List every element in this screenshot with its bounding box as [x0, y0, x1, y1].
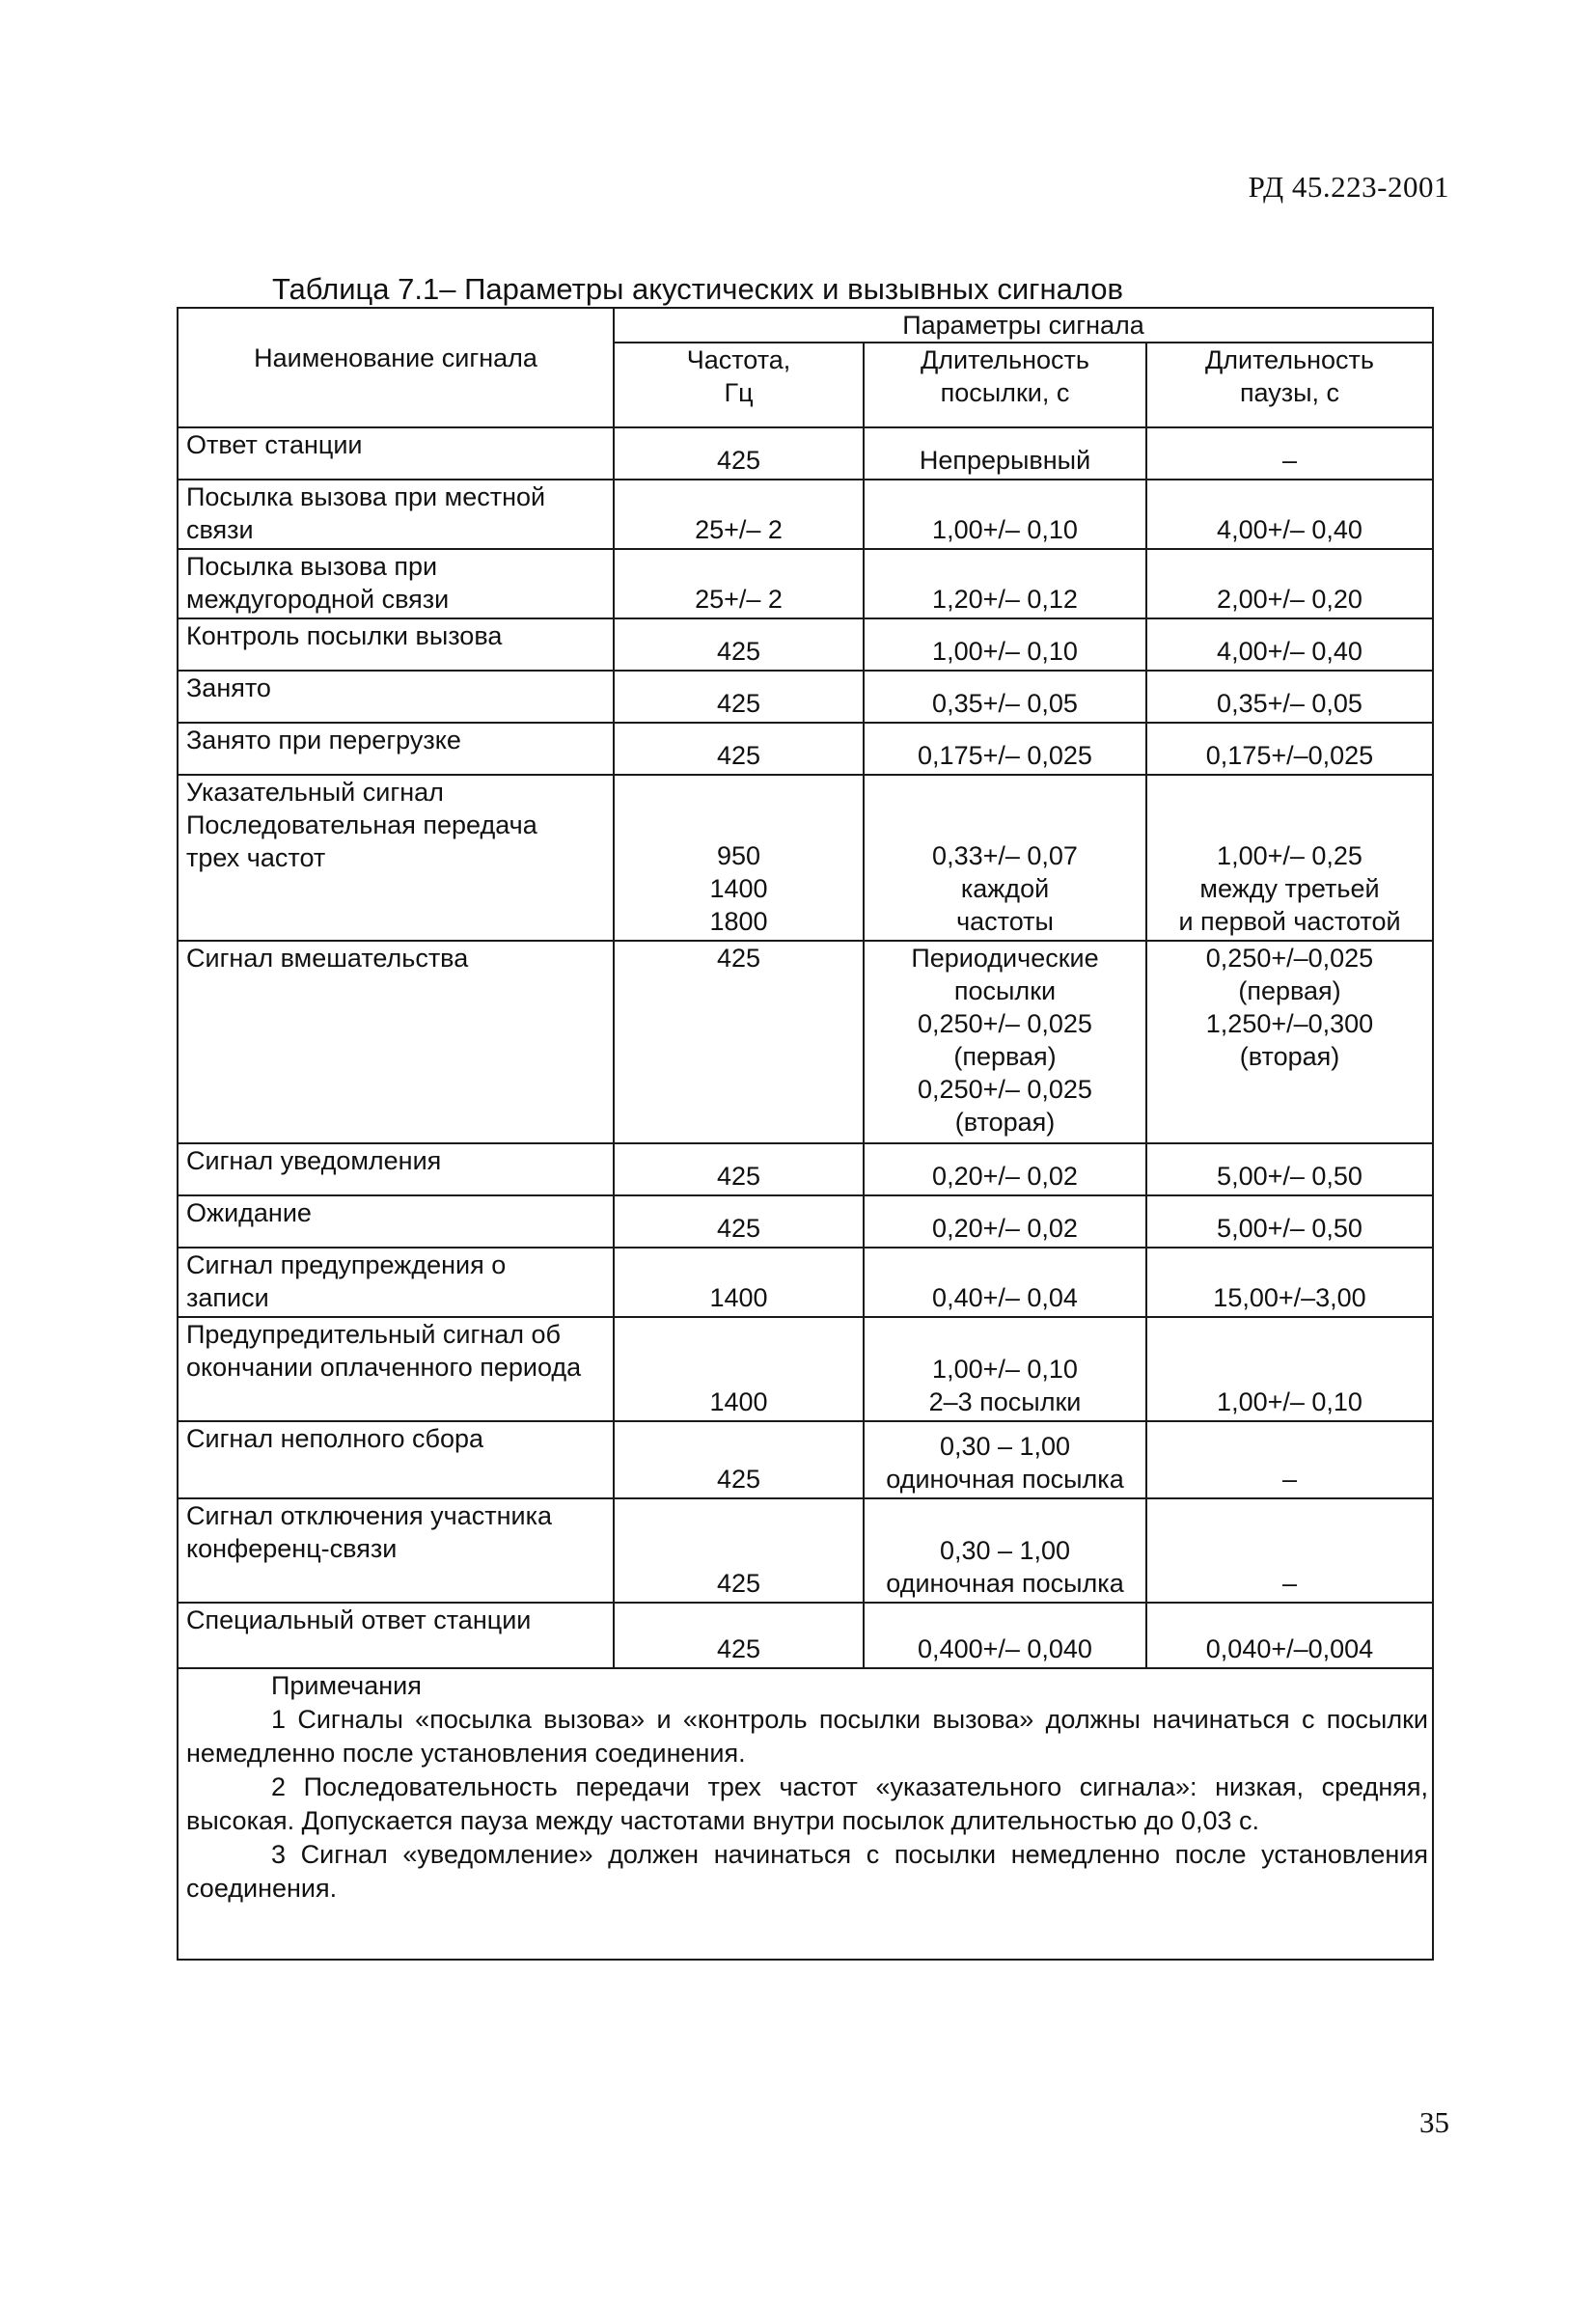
signal-name-cell-line: Ответ станции	[186, 430, 363, 459]
note-item: 2 Последовательность передачи трех частот «указательного сигнала»: низкая, средняя, высокая. Допускается пауза между частотами внутри посылок длительностью до 0,03 с.	[186, 1772, 1428, 1835]
frequency-cell-line: 425	[716, 1465, 761, 1494]
frequency-cell-line: 425	[716, 741, 761, 770]
table-row	[178, 1248, 1433, 1317]
send-duration-cell	[864, 549, 1146, 618]
table-row	[178, 723, 1433, 775]
send-duration-cell	[864, 427, 1146, 480]
signal-name-cell-line: трех частот	[186, 843, 326, 872]
pause-duration-cell	[1146, 1498, 1433, 1603]
signal-name-cell	[178, 671, 614, 723]
send-duration-cell	[864, 1603, 1146, 1668]
pause-duration-cell-line: –	[1281, 1465, 1298, 1494]
signal-name-cell-line: междугородной связи	[186, 585, 450, 614]
frequency-cell	[614, 1195, 864, 1248]
pause-duration-cell	[1146, 1421, 1433, 1498]
frequency-cell	[614, 549, 864, 618]
pause-duration-cell	[1146, 723, 1433, 775]
frequency-cell-line: 425	[716, 689, 761, 718]
frequency-cell-line: 25+/– 2	[695, 585, 783, 614]
send-duration-cell-line: 0,400+/– 0,040	[918, 1634, 1092, 1663]
frequency-cell-line: 425	[716, 1569, 761, 1598]
table-header	[178, 308, 1433, 427]
frequency-cell-line: 425	[716, 446, 761, 475]
send-duration-cell-line: 1,20+/– 0,12	[932, 585, 1078, 614]
frequency-cell	[614, 1317, 864, 1421]
table-row	[178, 1603, 1433, 1668]
frequency-cell-line: 425	[716, 1162, 761, 1191]
signal-name-cell-line: Сигнал предупреждения о	[186, 1250, 507, 1279]
send-duration-cell	[864, 1195, 1146, 1248]
send-duration-cell-line: Периодические	[911, 944, 1099, 973]
send-duration-cell-line: 0,175+/– 0,025	[918, 741, 1092, 770]
table-row	[178, 1143, 1433, 1195]
frequency-cell-line: 425	[716, 1634, 761, 1663]
note-item: 3 Сигнал «уведомление» должен начинаться с посылки немедленно после установления соединения.	[186, 1840, 1428, 1903]
signal-name-cell	[178, 1421, 614, 1498]
frequency-cell-line: 1400	[709, 1387, 768, 1416]
note-item: 1 Сигналы «посылка вызова» и «контроль посылки вызова» должны начинаться с посылки немедленно после установления соединения.	[186, 1705, 1428, 1768]
pause-duration-cell	[1146, 1195, 1433, 1248]
signal-name-cell	[178, 1498, 614, 1603]
page-number: 35	[1419, 2105, 1449, 2139]
pause-duration-cell-line: 5,00+/– 0,50	[1217, 1162, 1362, 1191]
signal-name-cell-line: Занято	[186, 673, 271, 702]
document-code: РД 45.223-2001	[1248, 170, 1449, 204]
frequency-cell-line: 950	[716, 841, 761, 870]
signal-name-cell	[178, 618, 614, 671]
frequency-cell-line: 1800	[709, 907, 768, 936]
pause-duration-cell	[1146, 941, 1433, 1143]
frequency-cell	[614, 775, 864, 941]
send-duration-cell-line: 1,00+/– 0,10	[932, 1355, 1078, 1384]
pause-duration-cell	[1146, 1317, 1433, 1421]
frequency-cell	[614, 1143, 864, 1195]
send-duration-cell-line: Непрерывный	[919, 446, 1091, 475]
notes-title: Примечания	[271, 1671, 422, 1700]
pause-duration-cell-line: –	[1281, 446, 1298, 475]
signal-name-cell	[178, 1195, 614, 1248]
frequency-cell-line: 425	[716, 944, 761, 973]
pause-duration-cell	[1146, 775, 1433, 941]
pause-duration-cell	[1146, 1603, 1433, 1668]
send-duration-cell	[864, 941, 1146, 1143]
signal-name-cell-line: Указательный сигнал	[186, 778, 444, 807]
table-row	[178, 549, 1433, 618]
signal-name-cell	[178, 1143, 614, 1195]
send-duration-cell-line: 0,40+/– 0,04	[932, 1283, 1078, 1312]
pause-duration-cell-line: 1,250+/–0,300	[1205, 1009, 1374, 1038]
send-duration-cell	[864, 480, 1146, 549]
signal-name-cell	[178, 941, 614, 1143]
send-duration-cell-line: частоты	[956, 907, 1054, 936]
header-pause-duration: Длительность паузы, с	[1146, 343, 1433, 427]
frequency-cell	[614, 1603, 864, 1668]
signal-name-cell	[178, 427, 614, 480]
signal-name-cell-line: Посылка вызова при местной	[186, 482, 546, 511]
send-duration-cell-line: 1,00+/– 0,10	[932, 637, 1078, 666]
send-duration-cell-line: 0,35+/– 0,05	[932, 689, 1078, 718]
signal-name-cell-line: Ожидание	[186, 1198, 312, 1227]
send-duration-cell	[864, 775, 1146, 941]
pause-duration-cell-line: 1,00+/– 0,25	[1217, 841, 1362, 870]
send-duration-cell	[864, 671, 1146, 723]
table-row	[178, 1498, 1433, 1603]
table-row	[178, 618, 1433, 671]
pause-duration-cell-line: (первая)	[1238, 976, 1341, 1005]
table-row	[178, 671, 1433, 723]
send-duration-cell-line: 1,00+/– 0,10	[932, 515, 1078, 544]
pause-duration-cell-line: 0,250+/–0,025	[1205, 944, 1374, 973]
signal-name-cell-line: Занято при перегрузке	[186, 726, 461, 755]
frequency-cell	[614, 618, 864, 671]
send-duration-cell	[864, 1421, 1146, 1498]
send-duration-cell-line: 2–3 посылки	[928, 1387, 1082, 1416]
frequency-cell	[614, 1248, 864, 1317]
send-duration-cell-line: 0,250+/– 0,025	[918, 1009, 1092, 1038]
frequency-cell-line: 1400	[709, 1283, 768, 1312]
pause-duration-cell-line: 0,175+/–0,025	[1205, 741, 1374, 770]
signal-name-cell-line: Сигнал вмешательства	[186, 944, 469, 973]
pause-duration-cell	[1146, 671, 1433, 723]
signal-name-cell	[178, 480, 614, 549]
pause-duration-cell	[1146, 1143, 1433, 1195]
send-duration-cell-line: каждой	[960, 874, 1050, 903]
table-caption: Таблица 7.1– Параметры акустических и вызывных сигналов	[272, 272, 1123, 306]
send-duration-cell-line: (вторая)	[954, 1108, 1056, 1137]
table-row	[178, 1317, 1433, 1421]
send-duration-cell-line: 0,30 – 1,00	[939, 1432, 1071, 1461]
pause-duration-cell-line: (вторая)	[1239, 1042, 1340, 1071]
frequency-cell-line: 1400	[709, 874, 768, 903]
pause-duration-cell	[1146, 480, 1433, 549]
table-row	[178, 1195, 1433, 1248]
send-duration-cell	[864, 1248, 1146, 1317]
signal-name-cell-line: Контроль посылки вызова	[186, 621, 503, 650]
signal-name-cell	[178, 549, 614, 618]
frequency-cell	[614, 1421, 864, 1498]
send-duration-cell-line: 0,30 – 1,00	[939, 1536, 1071, 1565]
header-signal-parameters: Параметры сигнала	[614, 308, 1433, 343]
pause-duration-cell-line: 15,00+/–3,00	[1213, 1283, 1366, 1312]
signal-name-cell-line: Сигнал отключения участника	[186, 1501, 552, 1530]
frequency-cell-line: 425	[716, 637, 761, 666]
header-signal-name: Наименование сигнала	[178, 308, 614, 427]
send-duration-cell	[864, 1143, 1146, 1195]
pause-duration-cell-line: между третьей	[1199, 874, 1380, 903]
pause-duration-cell-line: 0,35+/– 0,05	[1217, 689, 1362, 718]
signal-name-cell	[178, 1248, 614, 1317]
table-row	[178, 1421, 1433, 1498]
pause-duration-cell	[1146, 427, 1433, 480]
header-frequency: Частота, Гц	[614, 343, 864, 427]
frequency-cell	[614, 1498, 864, 1603]
signal-name-cell-line: Посылка вызова при	[186, 552, 438, 581]
send-duration-cell-line: посылки	[953, 976, 1057, 1005]
frequency-cell	[614, 941, 864, 1143]
pause-duration-cell	[1146, 618, 1433, 671]
signal-name-cell-line: окончании оплаченного периода	[186, 1353, 582, 1382]
table-body	[178, 427, 1433, 1668]
send-duration-cell	[864, 1498, 1146, 1603]
signal-name-cell	[178, 1317, 614, 1421]
signal-name-cell-line: связи	[186, 515, 254, 544]
frequency-cell-line: 425	[716, 1214, 761, 1243]
pause-duration-cell-line: 0,040+/–0,004	[1205, 1634, 1374, 1663]
send-duration-cell-line: 0,20+/– 0,02	[932, 1162, 1078, 1191]
signal-name-cell-line: Сигнал неполного сбора	[186, 1424, 484, 1453]
table-row	[178, 480, 1433, 549]
pause-duration-cell-line: 4,00+/– 0,40	[1217, 515, 1362, 544]
header-send-duration: Длительность посылки, с	[864, 343, 1146, 427]
signal-name-cell-line: конференц-связи	[186, 1534, 398, 1563]
frequency-cell-line: 25+/– 2	[695, 515, 783, 544]
signal-name-cell-line: Сигнал уведомления	[186, 1146, 442, 1175]
send-duration-cell	[864, 618, 1146, 671]
pause-duration-cell-line: 4,00+/– 0,40	[1217, 637, 1362, 666]
send-duration-cell	[864, 1317, 1146, 1421]
table-row	[178, 941, 1433, 1143]
table-row	[178, 775, 1433, 941]
signal-name-cell	[178, 775, 614, 941]
signal-name-cell	[178, 723, 614, 775]
send-duration-cell-line: 0,20+/– 0,02	[932, 1214, 1078, 1243]
send-duration-cell-line: 0,250+/– 0,025	[918, 1075, 1092, 1104]
pause-duration-cell	[1146, 549, 1433, 618]
send-duration-cell-line: одиночная посылка	[886, 1569, 1124, 1598]
signal-name-cell-line: Специальный ответ станции	[186, 1605, 532, 1634]
frequency-cell	[614, 480, 864, 549]
frequency-cell	[614, 427, 864, 480]
signal-name-cell-line: Последовательная передача	[186, 810, 537, 839]
signal-name-cell-line: Предупредительный сигнал об	[186, 1320, 561, 1349]
pause-duration-cell-line: 2,00+/– 0,20	[1217, 585, 1362, 614]
signal-parameters-table	[177, 307, 1434, 1961]
send-duration-cell-line: 0,33+/– 0,07	[932, 841, 1078, 870]
send-duration-cell-line: (первая)	[953, 1042, 1057, 1071]
pause-duration-cell-line: 1,00+/– 0,10	[1217, 1387, 1362, 1416]
frequency-cell	[614, 671, 864, 723]
pause-duration-cell-line: 5,00+/– 0,50	[1217, 1214, 1362, 1243]
table-row	[178, 427, 1433, 480]
pause-duration-cell-line: –	[1281, 1569, 1298, 1598]
send-duration-cell	[864, 723, 1146, 775]
signal-name-cell	[178, 1603, 614, 1668]
pause-duration-cell-line: и первой частотой	[1178, 907, 1401, 936]
send-duration-cell-line: одиночная посылка	[886, 1465, 1124, 1494]
signal-name-cell-line: записи	[186, 1283, 269, 1312]
notes-section	[178, 1668, 1433, 1960]
frequency-cell	[614, 723, 864, 775]
pause-duration-cell	[1146, 1248, 1433, 1317]
